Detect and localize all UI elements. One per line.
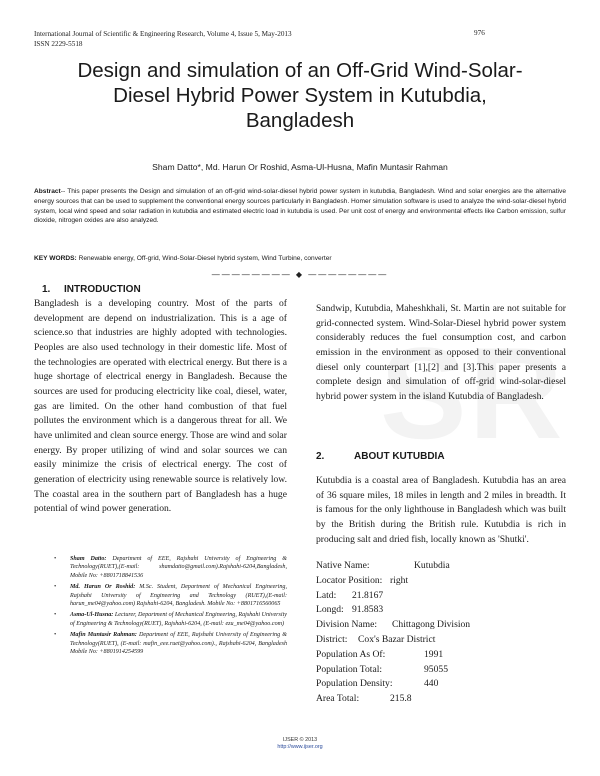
page-footer <box>0 737 600 751</box>
info-label: Population Total: <box>316 663 383 675</box>
footnote-author: Asma-Ul-Husna: <box>70 612 114 619</box>
bullet-icon: • <box>54 612 57 619</box>
section-number: 1. <box>42 284 51 295</box>
footnote-author: Sham Datto: <box>70 556 107 562</box>
info-label: Longd: <box>316 604 344 616</box>
introduction-paragraph: Bangladesh is a developing country. Most of the parts of development are depend on industrialization. This is a age of science.so that industries are highly adopted with technologies. Peoples are also used technology in their domestic life. Most of the technologies are operated with electrical energy. But there is a huge shortage of electrical energy in Bangladesh. Because the sources are used for producing electricity like coal, diesel, water, gas are limited. On the other hand combustion of that fuel pollutes the environment which is a dangerous threat for all. We have unlimited and clean source energy. Those are wind and solar energy. By proper utilizing of wind and solar sources we can easily minimize the crisis of electrical energy. The cost of generation of electricity using renewable source is relatively low. The coastal area in the southern part of Bangladesh has a huge potential of wind power generation. <box>34 298 287 515</box>
info-value: 215.8 <box>390 693 412 705</box>
title-line: Design and simulation of an Off-Grid Wind-Solar- <box>77 59 523 82</box>
section-heading-kutubdia <box>316 451 445 462</box>
info-value: 95055 <box>424 663 448 675</box>
info-label: Population As Of: <box>316 648 386 660</box>
author-list: Sham Datto*, Md. Harun Or Roshid, Asma-Ul-Husna, Mafin Muntasir Rahman <box>152 162 448 172</box>
info-row <box>316 649 566 664</box>
abstract-label: Abstract <box>34 188 61 195</box>
abstract-text: -- This paper presents the Design and simulation of an off-grid wind-solar-diesel hybrid power system in kutubdia, Bangladesh. Wind and solar energies are the alternative energy sources that can be used to supplement the conventional energy sources particularly in Bangladesh. Homer simulation software is used to analyze the wind-solar-diesel hybrid system, local wind speed and solar radiation in kutubdia and estimated electric load in kutubdia is used. Per unit cost of energy and environmental effects like Carbon emission, sulfur dioxide, nitrogen oxides are also analyzed. <box>34 188 566 225</box>
keywords <box>34 254 566 264</box>
info-value: 91.8583 <box>352 604 384 616</box>
info-value: 21.8167 <box>352 589 384 601</box>
footnote <box>54 583 287 608</box>
info-value: 440 <box>424 678 439 690</box>
footnote-text: Lecturer, Department of Mechanical Engineering, Rajshahi University of Engineering & Technology(RUET), Rajshahi-6204, (E-mail: ezu_me04@yahoo.com) <box>70 612 287 627</box>
info-value: 1991 <box>424 648 444 660</box>
journal-link[interactable]: http://www.ijser.org <box>277 744 323 750</box>
section-heading-introduction <box>42 284 141 295</box>
bullet-icon: • <box>54 632 57 639</box>
info-value: Cox's Bazar District <box>358 633 436 645</box>
bullet-icon: • <box>54 584 57 591</box>
info-row <box>316 619 566 634</box>
paper-title <box>20 58 580 133</box>
author-footnotes <box>54 555 287 659</box>
title-line: Diesel Hybrid Power System in Kutubdia, <box>113 84 487 107</box>
footnote-author: Md. Harun Or Roshid: <box>70 584 136 591</box>
footnote <box>54 555 287 580</box>
info-row <box>316 590 566 605</box>
kutubdia-info-table <box>316 560 566 708</box>
keywords-text: Renewable energy, Off-grid, Wind-Solar-Diesel hybrid system, Wind Turbine, converter <box>76 255 332 262</box>
info-row <box>316 664 566 679</box>
info-value: Kutubdia <box>414 560 450 571</box>
info-row <box>316 634 566 649</box>
info-row <box>316 560 566 575</box>
section-number: 2. <box>316 451 325 462</box>
info-value: Chittagong Division <box>392 619 471 631</box>
introduction-continued: Sandwip, Kutubdia, Maheshkhali, St. Martin are not suitable for grid-connected system. Wind-Solar-Diesel hybrid power system considerably reduces the fuel consumption cost, and carbon emission in the environment as opposed to their conventional diesel only counterpart [1],[2] and [3].This paper presents a complete design and simulation of off-grid wind-solar-diesel hybrid power system in the island Kutubdia of Bangladesh. <box>316 303 566 402</box>
footnote-text: Department of EEE, Rajshahi University of Engineering & Technology(RUET),(E-mail: shamdatto@gmail.com).Rajshahi-6204,Bangladesh, Mobile No: +8801718841536 <box>70 556 287 579</box>
abstract <box>34 187 566 226</box>
footnote <box>54 631 287 656</box>
info-row <box>316 604 566 619</box>
keywords-label: KEY WORDS: <box>34 255 77 262</box>
info-row <box>316 678 566 693</box>
info-value: right <box>390 574 409 586</box>
section-title: ABOUT KUTUBDIA <box>354 451 445 462</box>
kutubdia-paragraph: Kutubdia is a coastal area of Bangladesh. Kutubdia has an area of 36 square miles, 18 miles in length and 2 miles in breadth. It is famous for the only lighthouse in Bangladesh which was built by the British during the British rule. Kutubdia is rich in producing salt and dried fish, locally known as 'Shutki'. <box>316 475 566 545</box>
footnote-author: Mafin Muntasir Rahman: <box>70 632 137 639</box>
title-line: Bangladesh <box>245 109 355 132</box>
issn: ISSN 2229-5518 <box>34 40 83 48</box>
footnote-text: M.Sc. Student, Department of Mechanical Engineering, Rajshahi University of Engineering and Technology (RUET),(E-mail: harun_me04@yahoo.com) Rajshahi-6204, Bangladesh. Mobile No: +8801716560065 <box>70 584 287 608</box>
bullet-icon: • <box>54 556 57 562</box>
journal-citation: International Journal of Scientific & Engineering Research, Volume 4, Issue 5, May-2013 <box>34 30 292 38</box>
section-separator: ———————— ◆ ———————— <box>211 270 389 279</box>
info-label: Native Name: <box>316 560 370 571</box>
footnote-text: Department of EEE, Rajshahi University of Engineering & Technology(RUET), (E-mail: mafin_eee.ruet@yahoo.com)., Rajshahi-6204, Bangladesh Mobile No: +8801914254599 <box>70 632 287 656</box>
section-title: INTRODUCTION <box>64 284 141 295</box>
page-number: 976 <box>474 29 485 37</box>
info-label: Latd: <box>316 589 337 601</box>
journal-header <box>34 29 292 49</box>
info-label: Division Name: <box>316 619 378 631</box>
info-label: Area Total: <box>316 693 360 705</box>
info-label: Locator Position: <box>316 574 383 586</box>
info-row <box>316 693 566 708</box>
copyright: IJSER © 2013 <box>282 737 318 743</box>
info-row <box>316 575 566 590</box>
info-label: Population Density: <box>316 678 393 690</box>
footnote <box>54 611 287 628</box>
info-label: District: <box>316 633 348 645</box>
